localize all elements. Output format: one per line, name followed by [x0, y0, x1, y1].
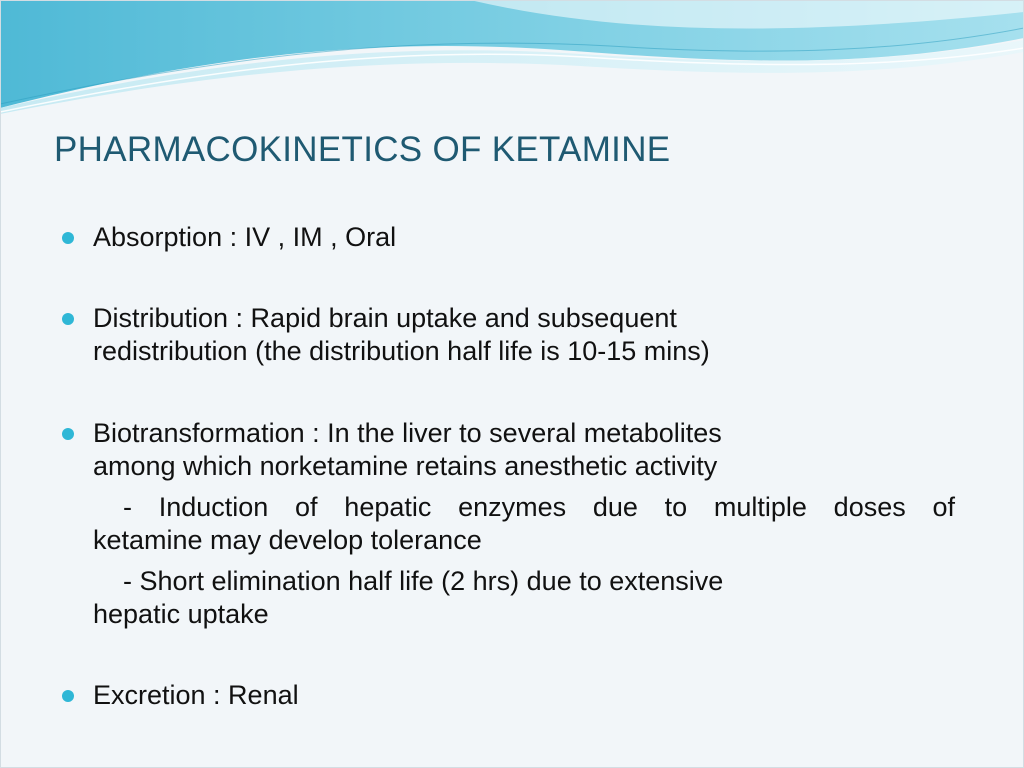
sub-point-line: - Induction of hepatic enzymes due to multiple doses of	[123, 492, 955, 522]
bullet-line: Absorption : IV , IM , Oral	[93, 222, 397, 252]
bullet-dot-icon	[62, 232, 74, 244]
header-wave-decoration	[0, 0, 1024, 120]
bullet-line: Distribution : Rapid brain uptake and subsequent	[93, 303, 677, 333]
sub-point-line: ketamine may develop tolerance	[93, 525, 482, 555]
bullet-dot-icon	[62, 428, 74, 440]
bullet-dot-icon	[62, 313, 74, 325]
bullet-line: redistribution (the distribution half life is 10-15 mins)	[93, 336, 710, 366]
bullet-line: among which norketamine retains anesthetic activity	[93, 451, 718, 481]
bullet-dot-icon	[62, 690, 74, 702]
sub-point-line: hepatic uptake	[93, 599, 269, 629]
slide-title: PHARMACOKINETICS OF KETAMINE	[54, 130, 671, 169]
bullet-line: Biotransformation : In the liver to several metabolites	[93, 418, 722, 448]
bullet-line: Excretion : Renal	[93, 680, 299, 710]
sub-point-line: - Short elimination half life (2 hrs) due to extensive	[123, 566, 724, 596]
